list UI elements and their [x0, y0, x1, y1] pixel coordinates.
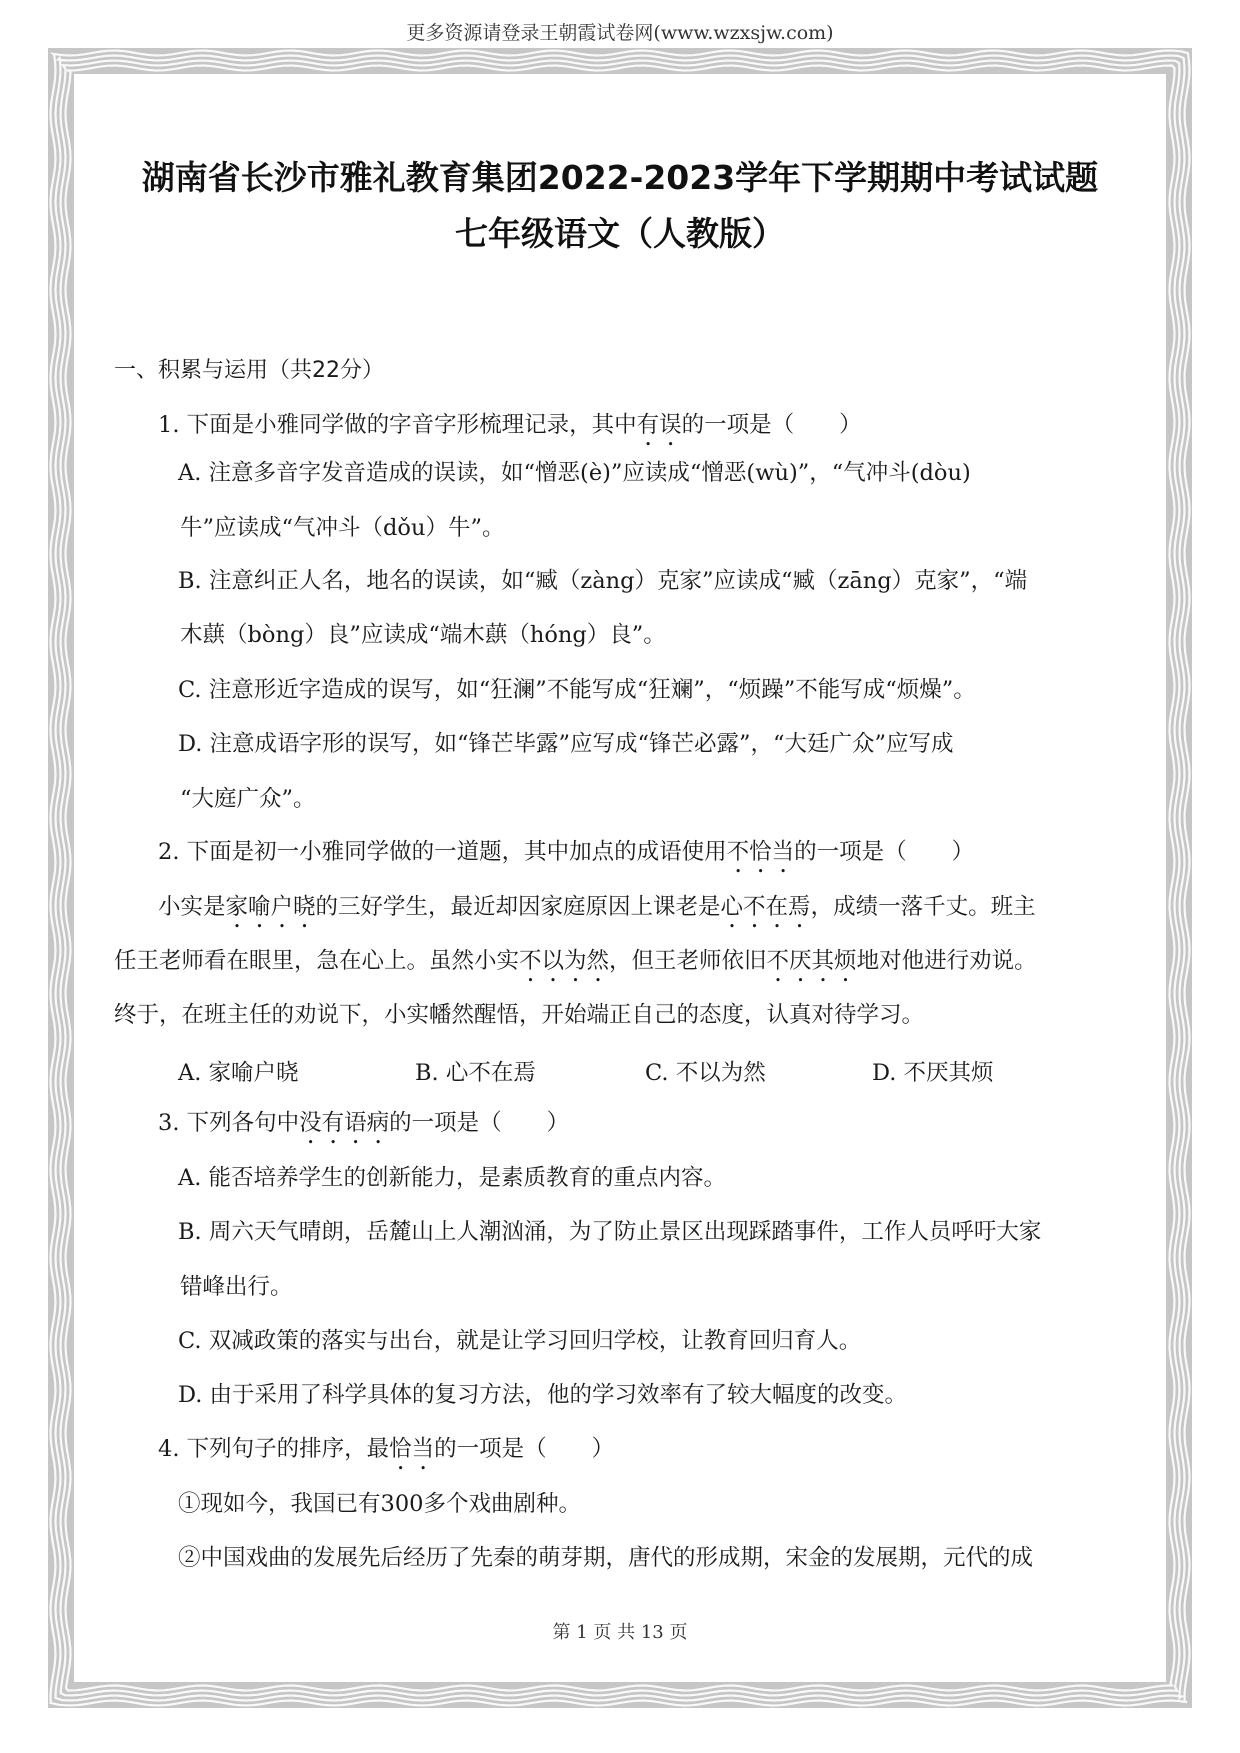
q3-option-c: C. 双减政策的落实与出台，就是让学习回归学校，让教育回归育人。 — [178, 1328, 862, 1354]
q3-option-a: A. 能否培养学生的创新能力，是素质教育的重点内容。 — [178, 1165, 727, 1191]
q1-option-c: C. 注意形近字造成的误写，如“狂澜”不能写成“狂斓”，“烦躁”不能写成“烦燥”。 — [178, 677, 976, 703]
q1-option-a-cont: 牛”应读成“气冲斗（dǒu）牛”。 — [180, 515, 505, 541]
q2-passage-line-3: 终于，在班主任的劝说下，小实幡然醒悟，开始端正自己的态度，认真对待学习。 — [114, 1002, 925, 1028]
title-line-1: 湖南省长沙市雅礼教育集团2022-2023学年下学期期中考试试题 — [141, 158, 1099, 197]
q1-option-a: A. 注意多音字发音造成的误读，如“憎恶(è)”应读成“憎恶(wù)”，“气冲斗(dòu) — [178, 460, 971, 486]
q2-option-c: C. 不以为然 — [645, 1060, 766, 1086]
q1-option-b: B. 注意纠正人名，地名的误读，如“臧（zàng）克家”应读成“臧（zāng）克家”，“端 — [178, 568, 1028, 594]
q3-option-b: B. 周六天气晴朗，岳麓山上人潮汹涌，为了防止景区出现踩踏事件，工作人员呼吁大家 — [178, 1219, 1042, 1245]
q4-sentence-2: ②中国戏曲的发展先后经历了先秦的萌芽期，唐代的形成期，宋金的发展期，元代的成 — [178, 1545, 1034, 1571]
q1-option-d-cont: “大庭广众”。 — [180, 786, 316, 812]
question-1-stem: 1. 下面是小雅同学做的字音字形梳理记录，其中有误的一项是（ ） — [158, 412, 862, 438]
q4-sentence-1: ①现如今，我国已有300多个戏曲剧种。 — [178, 1491, 581, 1517]
q3-option-b-cont: 错峰出行。 — [180, 1274, 293, 1300]
page-footer: 第 1 页 共 13 页 — [552, 1622, 688, 1643]
question-2-stem: 2. 下面是初一小雅同学做的一道题，其中加点的成语使用不恰当的一项是（ ） — [158, 839, 975, 865]
top-banner: 更多资源请登录王朝霞试卷网(www.wzxsjw.com) — [406, 22, 834, 44]
q2-option-b: B. 心不在焉 — [415, 1060, 536, 1086]
section-heading: 一、积累与运用（共22分） — [114, 358, 384, 383]
q1-option-b-cont: 木蕻（bòng）良”应读成“端木蕻（hóng）良”。 — [180, 622, 666, 648]
q3-option-d: D. 由于采用了科学具体的复习方法，他的学习效率有了较大幅度的改变。 — [178, 1382, 908, 1408]
question-3-stem: 3. 下列各句中没有语病的一项是（ ） — [158, 1110, 570, 1136]
q2-option-a: A. 家喻户晓 — [178, 1060, 299, 1086]
q2-option-d: D. 不厌其烦 — [872, 1060, 994, 1086]
title-line-2: 七年级语文（人教版） — [455, 214, 785, 253]
question-4-stem: 4. 下列句子的排序，最恰当的一项是（ ） — [158, 1436, 615, 1462]
q2-passage-line-2: 任王老师看在眼里，急在心上。虽然小实不以为然，但王老师依旧不厌其烦地对他进行劝说。 — [114, 948, 1037, 974]
q2-passage-line-1: 小实是家喻户晓的三好学生，最近却因家庭原因上课老是心不在焉，成绩一落千丈。班主 — [158, 894, 1036, 920]
q1-option-d: D. 注意成语字形的误写，如“锋芒毕露”应写成“锋芒必露”，“大廷广众”应写成 — [178, 731, 954, 757]
